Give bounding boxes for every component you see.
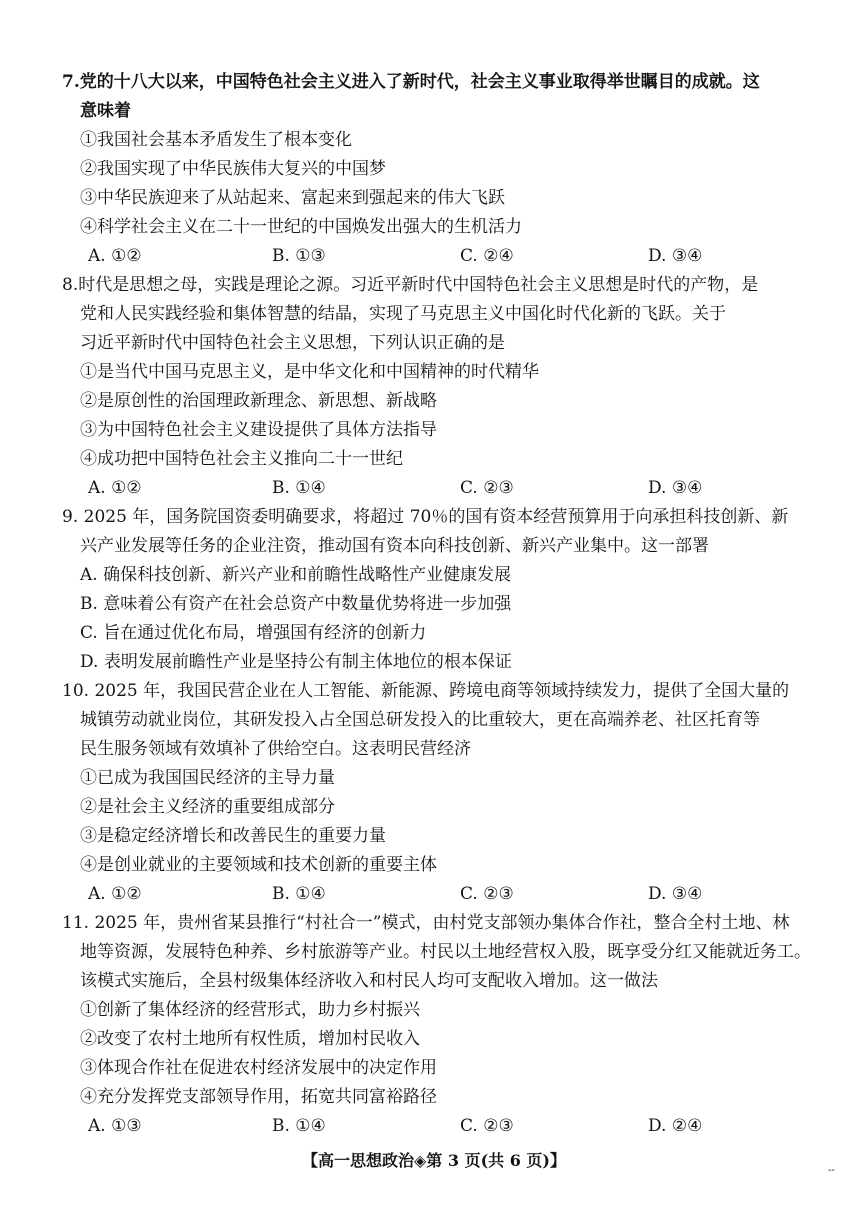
statement-item: ②是社会主义经济的重要组成部分 xyxy=(80,797,335,817)
statement-item: ③中华民族迎来了从站起来、富起来到强起来的伟大飞跃 xyxy=(80,188,505,208)
statement-item: ②我国实现了中华民族伟大复兴的中国梦 xyxy=(80,159,386,179)
question-stem: 民生服务领域有效填补了供给空白。这表明民营经济 xyxy=(80,739,471,759)
question-stem: 10. 2025 年，我国民营企业在人工智能、新能源、跨境电商等领域持续发力，提供了全国大量的 xyxy=(62,681,790,701)
choice-d: D. 表明发展前瞻性产业是坚持公有制主体地位的根本保证 xyxy=(80,652,512,672)
option-a: A. ①② xyxy=(88,246,142,266)
option-c: C. ②③ xyxy=(460,1116,514,1136)
option-b: B. ①④ xyxy=(272,478,326,498)
option-b: B. ①④ xyxy=(272,1116,326,1136)
question-stem: 意味着 xyxy=(80,101,131,121)
statement-item: ③体现合作社在促进农村经济发展中的决定作用 xyxy=(80,1058,437,1078)
option-b: B. ①③ xyxy=(272,246,326,266)
question-stem: 城镇劳动就业岗位，其研发投入占全国总研发投入的比重较大，更在高端养老、社区托育等 xyxy=(80,710,760,730)
page-footer: 【高一思想政治◈第 3 页(共 6 页)】 xyxy=(302,1151,566,1170)
option-b: B. ①④ xyxy=(272,884,326,904)
statement-item: ④充分发挥党支部领导作用，拓宽共同富裕路径 xyxy=(80,1087,437,1107)
question-stem: 该模式实施后，全县村级集体经济收入和村民人均可支配收入增加。这一做法 xyxy=(80,971,658,991)
question-stem: 习近平新时代中国特色社会主义思想，下列认识正确的是 xyxy=(80,333,505,353)
option-c: C. ②③ xyxy=(460,478,514,498)
question-stem: 党和人民实践经验和集体智慧的结晶，实现了马克思主义中国化时代化新的飞跃。关于 xyxy=(80,304,726,324)
option-a: A. ①② xyxy=(88,478,142,498)
statement-item: ②改变了农村土地所有权性质，增加村民收入 xyxy=(80,1029,420,1049)
corner-mark: -- xyxy=(828,1165,835,1176)
question-stem: 11. 2025 年，贵州省某县推行“村社合一”模式，由村党支部领办集体合作社，整合全村土地、林 xyxy=(62,913,790,933)
statement-item: ①创新了集体经济的经营形式，助力乡村振兴 xyxy=(80,1000,420,1020)
statement-item: ③是稳定经济增长和改善民生的重要力量 xyxy=(80,826,386,846)
statement-item: ③为中国特色社会主义建设提供了具体方法指导 xyxy=(80,420,437,440)
choice-c: C. 旨在通过优化布局，增强国有经济的创新力 xyxy=(80,623,427,643)
question-stem: 7.党的十八大以来，中国特色社会主义进入了新时代，社会主义事业取得举世瞩目的成就。这 xyxy=(62,72,760,92)
statement-item: ④是创业就业的主要领域和技术创新的重要主体 xyxy=(80,855,437,875)
option-c: C. ②③ xyxy=(460,884,514,904)
statement-item: ①我国社会基本矛盾发生了根本变化 xyxy=(80,130,352,150)
option-c: C. ②④ xyxy=(460,246,514,266)
option-d: D. ②④ xyxy=(648,1116,703,1136)
option-a: A. ①③ xyxy=(88,1116,142,1136)
choice-b: B. 意味着公有资产在社会总资产中数量优势将进一步加强 xyxy=(80,594,512,614)
statement-item: ②是原创性的治国理政新理念、新思想、新战略 xyxy=(80,391,437,411)
statement-item: ①是当代中国马克思主义，是中华文化和中国精神的时代精华 xyxy=(80,362,539,382)
question-stem: 9. 2025 年，国务院国资委明确要求，将超过 70％的国有资本经营预算用于向承担科技创新、新 xyxy=(62,507,789,527)
option-d: D. ③④ xyxy=(648,478,703,498)
option-a: A. ①② xyxy=(88,884,142,904)
statement-item: ①已成为我国国民经济的主导力量 xyxy=(80,768,335,788)
choice-a: A. 确保科技创新、新兴产业和前瞻性战略性产业健康发展 xyxy=(80,565,512,585)
option-d: D. ③④ xyxy=(648,246,703,266)
option-d: D. ③④ xyxy=(648,884,703,904)
statement-item: ④科学社会主义在二十一世纪的中国焕发出强大的生机活力 xyxy=(80,217,522,237)
question-stem: 地等资源，发展特色种养、乡村旅游等产业。村民以土地经营权入股，既享受分红又能就近务工。 xyxy=(80,942,811,962)
statement-item: ④成功把中国特色社会主义推向二十一世纪 xyxy=(80,449,403,469)
question-stem: 8.时代是思想之母，实践是理论之源。习近平新时代中国特色社会主义思想是时代的产物，是 xyxy=(62,275,759,295)
question-stem: 兴产业发展等任务的企业注资，推动国有资本向科技创新、新兴产业集中。这一部署 xyxy=(80,536,709,556)
